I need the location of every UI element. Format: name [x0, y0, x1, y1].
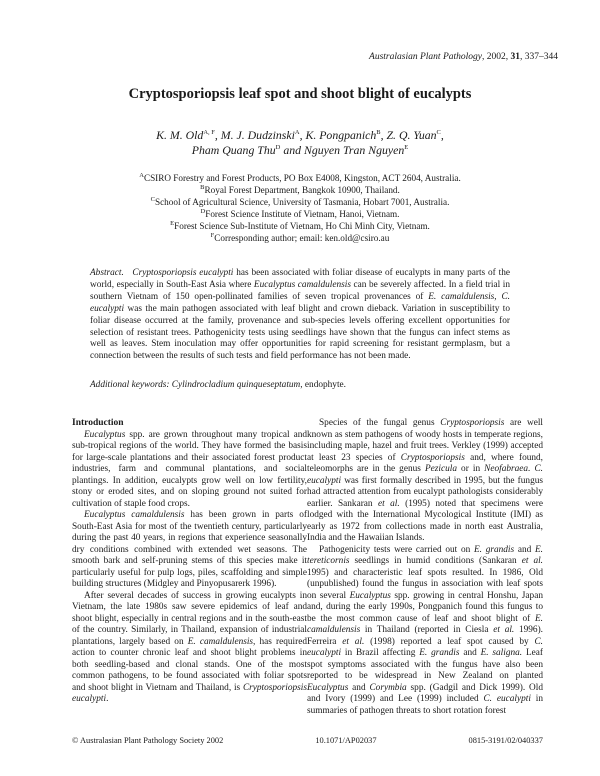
section-heading: Introduction — [72, 418, 124, 428]
paragraph: After several decades of success in growing eucalypts in Vietnam, the late 1980s saw severe epidemics of leaf and shoot blight, especially in central regions and in the south-east of the country. Similarly, in Thailand, expansion of industrial plantations, largely based on E. camaldulensis, has required action to counter chronic leaf and shoot blight problems in both seedling-based and clonal stands. One of the most common pathogens, to be found associated with foliar spots and shoot blight in Vietnam and Thailand, is Cryptosporiopsis eucalypti. — [72, 590, 308, 704]
year: , 2002, — [482, 52, 511, 62]
right-column — [307, 418, 543, 717]
affiliation: $^C$School of Agricultural Science, University of Tasmania, Hobart 7001, Australia. — [150, 195, 450, 207]
affiliation: $^D$Forest Science Institute of Vietnam, Hanoi, Vietnam. — [200, 207, 400, 219]
article-title: Cryptosporiopsis leaf spot and shoot blight of eucalypts — [128, 86, 472, 102]
doi: 10.1071/AP02037 — [315, 736, 377, 745]
keywords: Additional keywords: Cylindrocladium quinqueseptatum, endophyte. — [90, 380, 346, 390]
copyright: © Australasian Plant Pathology Society 2002 — [72, 736, 224, 745]
paragraph: Eucalyptus spp. are grown throughout many tropical and sub-tropical regions of the world. They have formed the basis for large-scale plantations and their associated forest product industries, farm and communal plantations, and social plantings. In addition, eucalypts grow well on low fertility, stony or eroded sites, and on sloping ground not suited for cultivation of staple food crops. — [72, 429, 307, 509]
abstract: Abstract. Cryptosporiopsis eucalypti has been associated with foliar disease of eucalypts in many parts of the world, especially in South-East Asia where Eucalyptus camaldulensis can be severely affected. In a field trial in southern Vietnam of 150 open-pollinated families of seven tropical provenances of E. camaldulensis, C. eucalypti was the main pathogen associated with leaf blight and crown dieback. Variation in susceptibility to foliar disease occurred at the family, provenance and sub-species levels offering excellent opportunities for selection of resistant trees. Pathogenicity tests using seedlings have shown that the fungus can infect stems as well as leaves. Stem inoculation may offer opportunities for rapid screening for resistant germplasm, but a connection between the results of such tests and field performance has not been made. — [90, 268, 510, 362]
author-line-1: K. M. Old$^{A, F}$, M. J. Dudzinski$^A$, K. Pongpanich$^B$, Z. Q. Yuan$^C$, — [156, 128, 444, 142]
page-footer — [72, 736, 543, 745]
pages: , 337–344 — [520, 52, 558, 62]
paragraph: Pathogenicity tests were carried out on E. grandis and E. tereticornis seedlings in humid conditions (Sankaran et al. 1995) and characteristic leaf spots resulted. In 1986, Old (unpublished) found the fungus in association with leaf spots on several Eucalyptus spp. growing in central Honshu, Japan and, during the early 1990s, Pongpanich found this fungus to be the most common cause of leaf and shoot blight of E. camaldulensis in Thailand (reported in Ciesla et al. 1996). Ferreira et al. (1998) reported a leaf spot caused by C. eucalypti in Brazil affecting E. grandis and E. saligna. Leaf spot symptoms associated with the fungus have also been reported to be widespread in New Zealand on planted Eucalyptus and Corymbia spp. (Gadgil and Dick 1999). Old and Ivory (1999) and Lee (1999) included C. eucalypti in summaries of pathogen threats to short rotation forest — [307, 544, 544, 716]
journal-name: Australasian Plant Pathology — [369, 52, 482, 62]
paragraph: Eucalyptus camaldulensis has been grown in parts of South-East Asia for most of the twentieth century, particularly during the past 40 years, in regions that experience seasonally dry conditions combined with extended wet seasons. The smooth bark and self-pruning stems of this species make it particularly useful for pulp logs, piles, scaffolding and simple building structures (Midgley and Pinyopusarerk 1996). — [72, 510, 307, 589]
issn: 0815-3191/02/040337 — [468, 736, 543, 745]
author-list — [0, 128, 600, 158]
affiliation: $^B$Royal Forest Department, Bangkok 10900, Thailand. — [200, 183, 400, 195]
running-head — [369, 52, 558, 62]
affiliation: $^A$CSIRO Forestry and Forest Products, PO Box E4008, Kingston, ACT 2604, Australia. — [139, 171, 461, 183]
affiliations — [0, 172, 600, 244]
volume: 31 — [510, 52, 520, 62]
paragraph: Species of the fungal genus Cryptosporiopsis are well known as stem pathogens of woody hosts in temperate regions, including maple, hazel and fruit trees. Verkley (1999) accepted at least 23 species of Cryptosporiopsis and, where found, teleomorphs are in the genus Pezicula or in Neofabraea. C. eucalypti was first formally described in 1995, but the fungus had attracted attention from eucalypt pathologists considerably earlier. Sankaran et al. (1995) noted that specimens were lodged with the International Mycological Institute (IMI) as early as 1972 from collections made in north east Australia, India and the Hawaiian Islands. — [307, 418, 544, 543]
affiliation: $^E$Forest Science Sub-Institute of Vietnam, Ho Chi Minh City, Vietnam. — [170, 219, 430, 231]
affiliation: $^F$Corresponding author; email: ken.old@csiro.au — [210, 231, 390, 243]
left-column — [72, 418, 307, 706]
author-line-2: Pham Quang Thu$^D$ and Nguyen Tran Nguyen$^E$ — [191, 143, 409, 157]
